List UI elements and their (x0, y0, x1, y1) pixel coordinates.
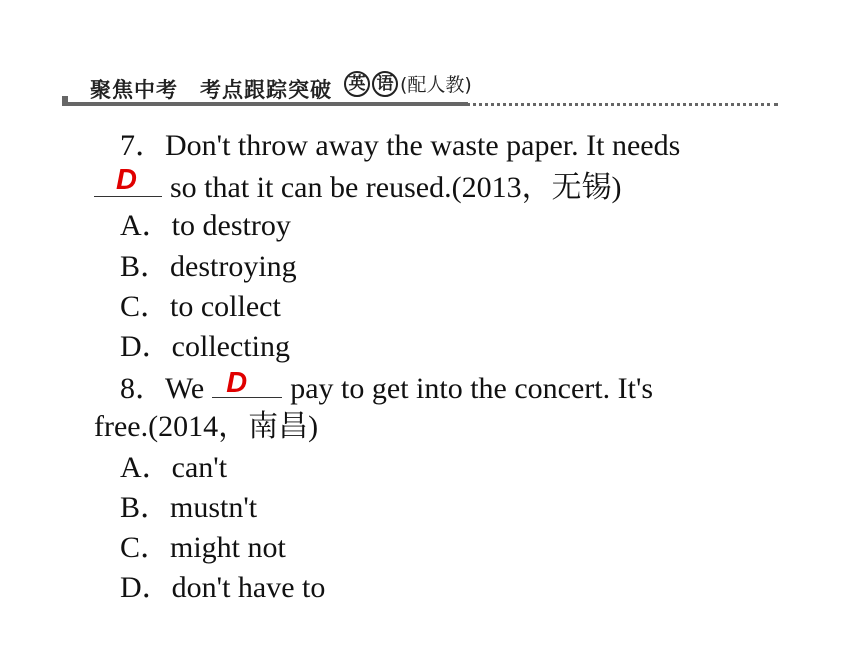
option-d: D．collecting (120, 329, 290, 363)
answer-blank (212, 367, 282, 398)
edition-label: (配人教) (400, 74, 472, 96)
question-8-stem-start: 8．We (120, 372, 205, 406)
answer-mark: D (226, 367, 248, 400)
option-b: B．mustn't (120, 490, 258, 524)
option-c: C．to collect (120, 289, 281, 323)
header-series-title: 聚焦中考 考点跟踪突破 (90, 78, 332, 102)
page-header (62, 66, 782, 110)
question-7-stem-line1: 7．Don't throw away the waste paper. It needs (120, 129, 681, 162)
answer-mark: D (116, 164, 137, 197)
option-b: B．destroying (120, 249, 297, 283)
answer-blank (94, 166, 162, 197)
question-8-stem-line1 (0, 367, 860, 407)
question-8-stem-line2: free.(2014，南昌) (94, 410, 319, 444)
question-7-stem-line2 (0, 166, 860, 206)
option-a: A．can't (120, 450, 228, 484)
header-dotted-rule (466, 103, 778, 106)
option-d: D．don't have to (120, 571, 326, 605)
option-a: A．to destroy (120, 209, 291, 243)
option-c: C．might not (120, 530, 286, 564)
header-subject (344, 70, 472, 97)
question-7-stem-rest: so that it can be reused.(2013，无锡) (170, 171, 622, 205)
question-8-stem-end: pay to get into the concert. It's (290, 372, 654, 406)
subject-char-1: 英 (344, 71, 370, 97)
subject-char-2: 语 (372, 71, 398, 97)
question-content (0, 126, 860, 608)
